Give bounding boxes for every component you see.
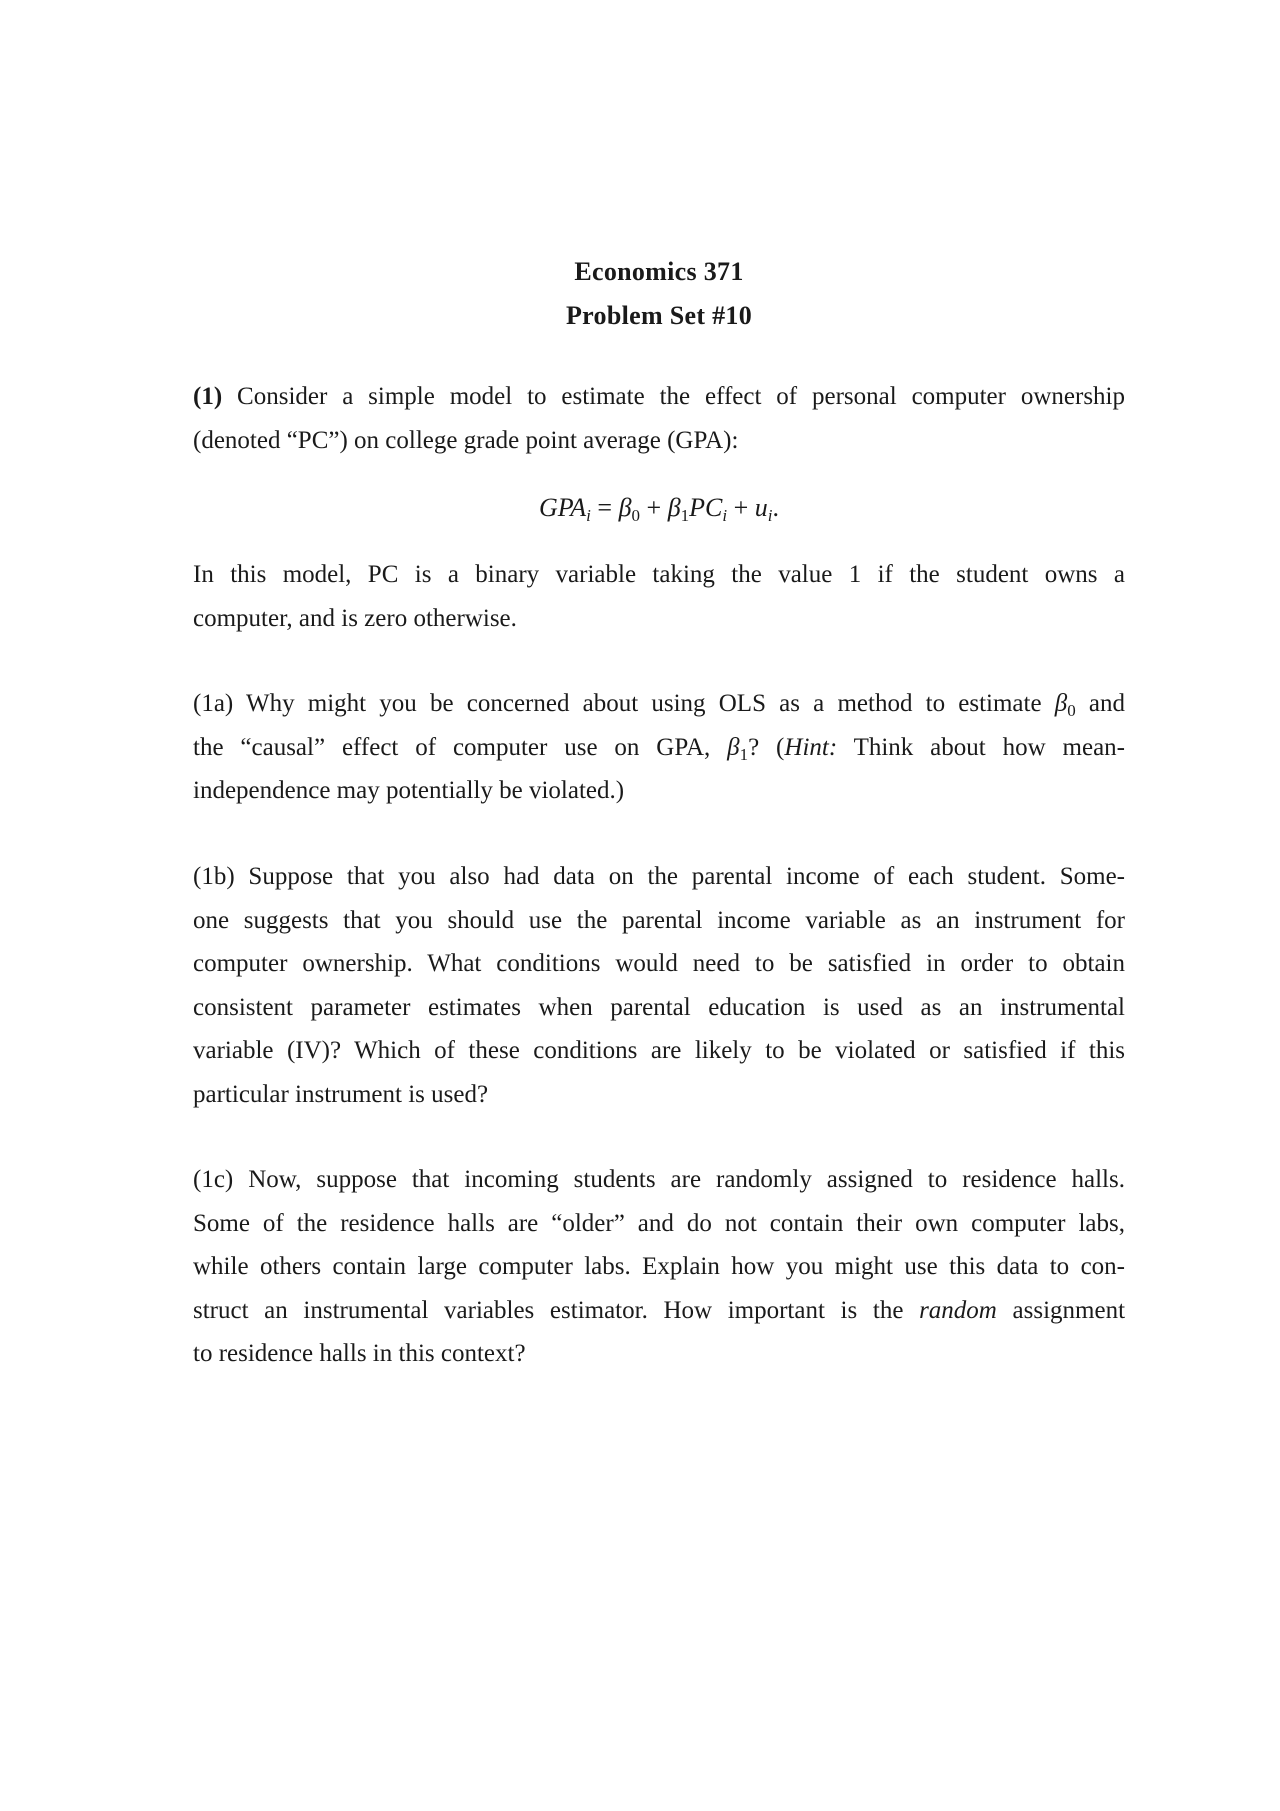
q1b-line: variable (IV)? Which of these conditions are likely to be violated or satisfied if this — [193, 1037, 1125, 1064]
question-1-followup — [193, 553, 1125, 640]
q1a-line-1: (1a) Why might you be concerned about using OLS as a method to estimate $\beta_0$ and — [193, 690, 1125, 720]
q1c-line-4: struct an instrumental variables estimator. How important is the random assignment — [193, 1296, 1126, 1324]
q1-line-2: (denoted “PC”) on college grade point average (GPA): — [193, 426, 739, 454]
question-1c — [193, 1158, 1125, 1376]
q1-after-line-1: In this model, PC is a binary variable taking the value 1 if the student owns a — [193, 561, 1125, 588]
q1b-line: (1b) Suppose that you also had data on the parental income of each student. Some- — [193, 863, 1125, 890]
q1-number: (1) — [193, 383, 223, 410]
q1b-line: particular instrument is used? — [193, 1080, 489, 1108]
q1-line-1: (1) Consider a simple model to estimate the effect of personal computer ownership — [193, 383, 1126, 410]
gpa-equation: $GPA_i = \beta_0 + \beta_1PC_i + u_i$. — [538, 493, 780, 525]
q1c-line-3: while others contain large computer labs. Explain how you might use this data to con- — [193, 1253, 1125, 1280]
q1c-line-1: (1c) Now, suppose that incoming students are randomly assigned to residence halls. — [193, 1166, 1125, 1193]
q1a-line-2: the “causal” effect of computer use on GPA, $\beta_1$? (Hint: Think about how mean- — [193, 733, 1125, 764]
question-1b — [193, 855, 1125, 1116]
question-1-intro — [193, 375, 1125, 462]
title-block — [193, 250, 1125, 338]
q1b-line: one suggests that you should use the parental income variable as an instrument for — [193, 906, 1125, 934]
question-1a — [193, 682, 1125, 813]
q1c-line-2: Some of the residence halls are “older” and do not contain their own computer labs, — [193, 1209, 1125, 1237]
q1c-line-5: to residence halls in this context? — [193, 1340, 526, 1367]
q1b-line: consistent parameter estimates when parental education is used as an instrumental — [193, 993, 1125, 1021]
document-page — [193, 0, 1125, 1811]
q1b-line: computer ownership. What conditions would need to be satisfied in order to obtain — [193, 950, 1125, 977]
q1-after-line-2: computer, and is zero otherwise. — [193, 604, 517, 632]
q1a-line-3: independence may potentially be violated.) — [193, 777, 625, 804]
problem-set-title: Problem Set #10 — [566, 301, 752, 330]
course-title: Economics 371 — [574, 257, 744, 286]
